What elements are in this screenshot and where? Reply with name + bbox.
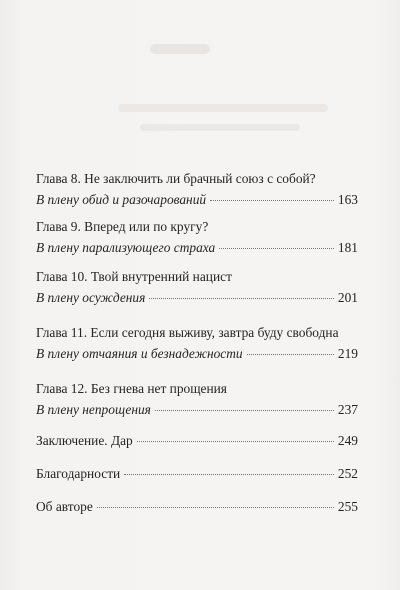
toc-entry-chapter-11[interactable]	[36, 324, 358, 362]
toc-entry-chapter-12[interactable]	[36, 380, 358, 418]
dot-leader	[155, 410, 334, 411]
chapter-title: Глава 8. Не заключить ли брачный союз с собой?	[36, 171, 316, 186]
dot-leader	[219, 248, 334, 249]
page-number: 219	[337, 346, 358, 361]
dot-leader	[137, 441, 334, 442]
toc-entry-acknowledgements[interactable]	[36, 465, 358, 482]
chapter-title: Глава 12. Без гнева нет прощения	[36, 381, 227, 396]
page-number: 255	[337, 499, 358, 514]
chapter-subtitle: В плену обид и разочарований	[36, 192, 207, 207]
section-title: Благодарности	[36, 466, 121, 481]
page-number: 181	[337, 240, 358, 255]
toc-entry-chapter-8[interactable]	[36, 170, 358, 208]
chapter-subtitle: В плену осуждения	[36, 290, 146, 305]
toc-entry-chapter-9[interactable]	[36, 218, 358, 256]
chapter-title: Глава 11. Если сегодня выживу, завтра буду свободна	[36, 325, 339, 340]
chapter-title: Глава 10. Твой внутренний нацист	[36, 269, 232, 284]
bleed-through-shadow	[150, 44, 210, 54]
page-number: 163	[337, 192, 358, 207]
page-number: 237	[337, 402, 358, 417]
chapter-subtitle: В плену парализующего страха	[36, 240, 216, 255]
dot-leader	[247, 354, 334, 355]
toc-entry-conclusion[interactable]	[36, 432, 358, 449]
chapter-subtitle: В плену непрощения	[36, 402, 151, 417]
chapter-title: Глава 9. Вперед или по кругу?	[36, 219, 209, 234]
chapter-subtitle: В плену отчаяния и безнадежности	[36, 346, 243, 361]
toc-entry-chapter-10[interactable]	[36, 268, 358, 306]
dot-leader	[210, 200, 334, 201]
section-title: Об авторе	[36, 499, 93, 514]
dot-leader	[97, 507, 334, 508]
page-number: 249	[337, 433, 358, 448]
bleed-through-shadow	[118, 104, 328, 112]
section-title: Заключение. Дар	[36, 433, 133, 448]
dot-leader	[124, 474, 334, 475]
toc-entry-about-author[interactable]	[36, 498, 358, 515]
dot-leader	[149, 298, 334, 299]
page-number: 201	[337, 290, 358, 305]
page-number: 252	[337, 466, 358, 481]
bleed-through-shadow	[140, 124, 300, 131]
